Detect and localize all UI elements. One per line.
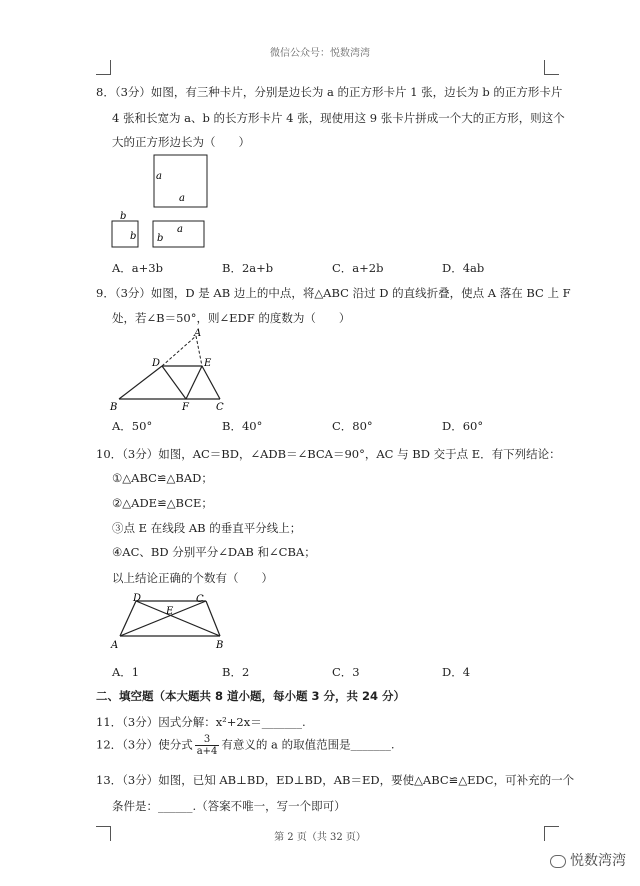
q9-line1: 9．（3分）如图，D 是 AB 边上的中点，将△ABC 沿过 D 的直线折叠，使点 A 落在 BC 上 F — [96, 286, 571, 300]
q11-text: 11．（3分）因式分解：x²+2x＝_______. — [96, 715, 306, 729]
q8-label-a-side: a — [156, 171, 162, 182]
q12-numerator: 3 — [195, 734, 220, 746]
q12-text — [96, 734, 394, 757]
q8-line3: 大的正方形边长为（ ） — [112, 135, 250, 149]
page-header: 微信公众号：悦数湾湾 — [270, 48, 370, 59]
q8-line2: 4 张和长宽为 a、b 的长方形卡片 4 张，现使用这 9 张卡片拼成一个大的正方形，则这个 — [112, 111, 565, 125]
q8-label-a-rect: a — [177, 224, 183, 235]
q9-option-b: B．40° — [222, 419, 263, 433]
q9-option-a: A．50° — [112, 419, 153, 433]
q10-label-c: C — [196, 594, 204, 605]
q9-label-e: E — [204, 358, 212, 369]
q9-label-c: C — [216, 402, 224, 413]
q10-option-a: A．1 — [112, 665, 140, 679]
q8-line1: 8．（3分）如图，有三种卡片，分别是边长为 a 的正方形卡片 1 张，边长为 b 的正方形卡片 — [96, 85, 563, 99]
q8-label-b-side: b — [130, 231, 137, 242]
watermark-text: 悦数湾湾 — [570, 853, 626, 869]
q9-label-a: A — [194, 328, 202, 339]
q10-label-d: D — [133, 593, 142, 604]
q10-label-a: A — [111, 640, 119, 651]
q9-option-d: D．60° — [442, 419, 484, 433]
q9-label-d: D — [152, 358, 161, 369]
q10-label-b: B — [216, 640, 224, 651]
q12-suffix: 有意义的 a 的取值范围是_______. — [221, 737, 395, 752]
crop-mark-tr — [544, 60, 559, 75]
q8-option-d: D．4ab — [442, 261, 485, 275]
q9-figure — [106, 326, 236, 414]
q8-option-c: C．a+2b — [332, 261, 384, 275]
q10-conclusion-2: ②△ADE≌△BCE； — [112, 496, 213, 510]
q10-conclusion-3: ③点 E 在线段 AB 的垂直平分线上； — [112, 521, 302, 535]
q10-option-c: C．3 — [332, 665, 360, 679]
q12-prefix: 12．（3分）使分式 — [96, 737, 193, 752]
q10-figure — [108, 590, 232, 652]
q12-denominator: a+4 — [196, 746, 218, 757]
q9-label-f: F — [182, 402, 189, 413]
q8-label-b-top: b — [120, 211, 127, 222]
q10-label-e: E — [166, 606, 174, 617]
q8-label-a-bottom: a — [179, 193, 185, 204]
chat-bubble-icon — [550, 855, 566, 868]
crop-mark-tl — [96, 60, 111, 75]
q10-line1: 10．（3分）如图，AC＝BD，∠ADB＝∠BCA＝90°，AC 与 BD 交于点 E．有下列结论： — [96, 447, 561, 461]
section-fill-in-title: 二、填空题（本大题共 8 道小题，每小题 3 分，共 24 分） — [96, 689, 406, 703]
q8-figure — [100, 148, 240, 258]
q8-label-b-rect: b — [157, 233, 164, 244]
q9-option-c: C．80° — [332, 419, 373, 433]
q8-option-a: A．a+3b — [112, 261, 163, 275]
q9-line2: 处，若∠B＝50°，则∠EDF 的度数为（ ） — [112, 311, 351, 325]
q13-line1: 13．（3分）如图，已知 AB⊥BD，ED⊥BD，AB＝ED，要使△ABC≌△EDC，可补充的一个 — [96, 773, 575, 787]
q10-line2: 以上结论正确的个数有（ ） — [112, 571, 273, 585]
q10-option-d: D．4 — [442, 665, 471, 679]
q10-option-b: B．2 — [222, 665, 250, 679]
q9-label-b: B — [110, 402, 118, 413]
q12-fraction — [195, 734, 220, 757]
watermark-logo — [550, 850, 626, 870]
page-footer: 第 2 页（共 32 页） — [274, 832, 366, 843]
q8-option-b: B．2a+b — [222, 261, 274, 275]
q10-conclusion-4: ④AC、BD 分别平分∠DAB 和∠CBA； — [112, 545, 316, 559]
q10-conclusion-1: ①△ABC≌△BAD； — [112, 471, 213, 485]
q13-line2: 条件是：______.（答案不唯一，写一个即可） — [112, 799, 346, 813]
